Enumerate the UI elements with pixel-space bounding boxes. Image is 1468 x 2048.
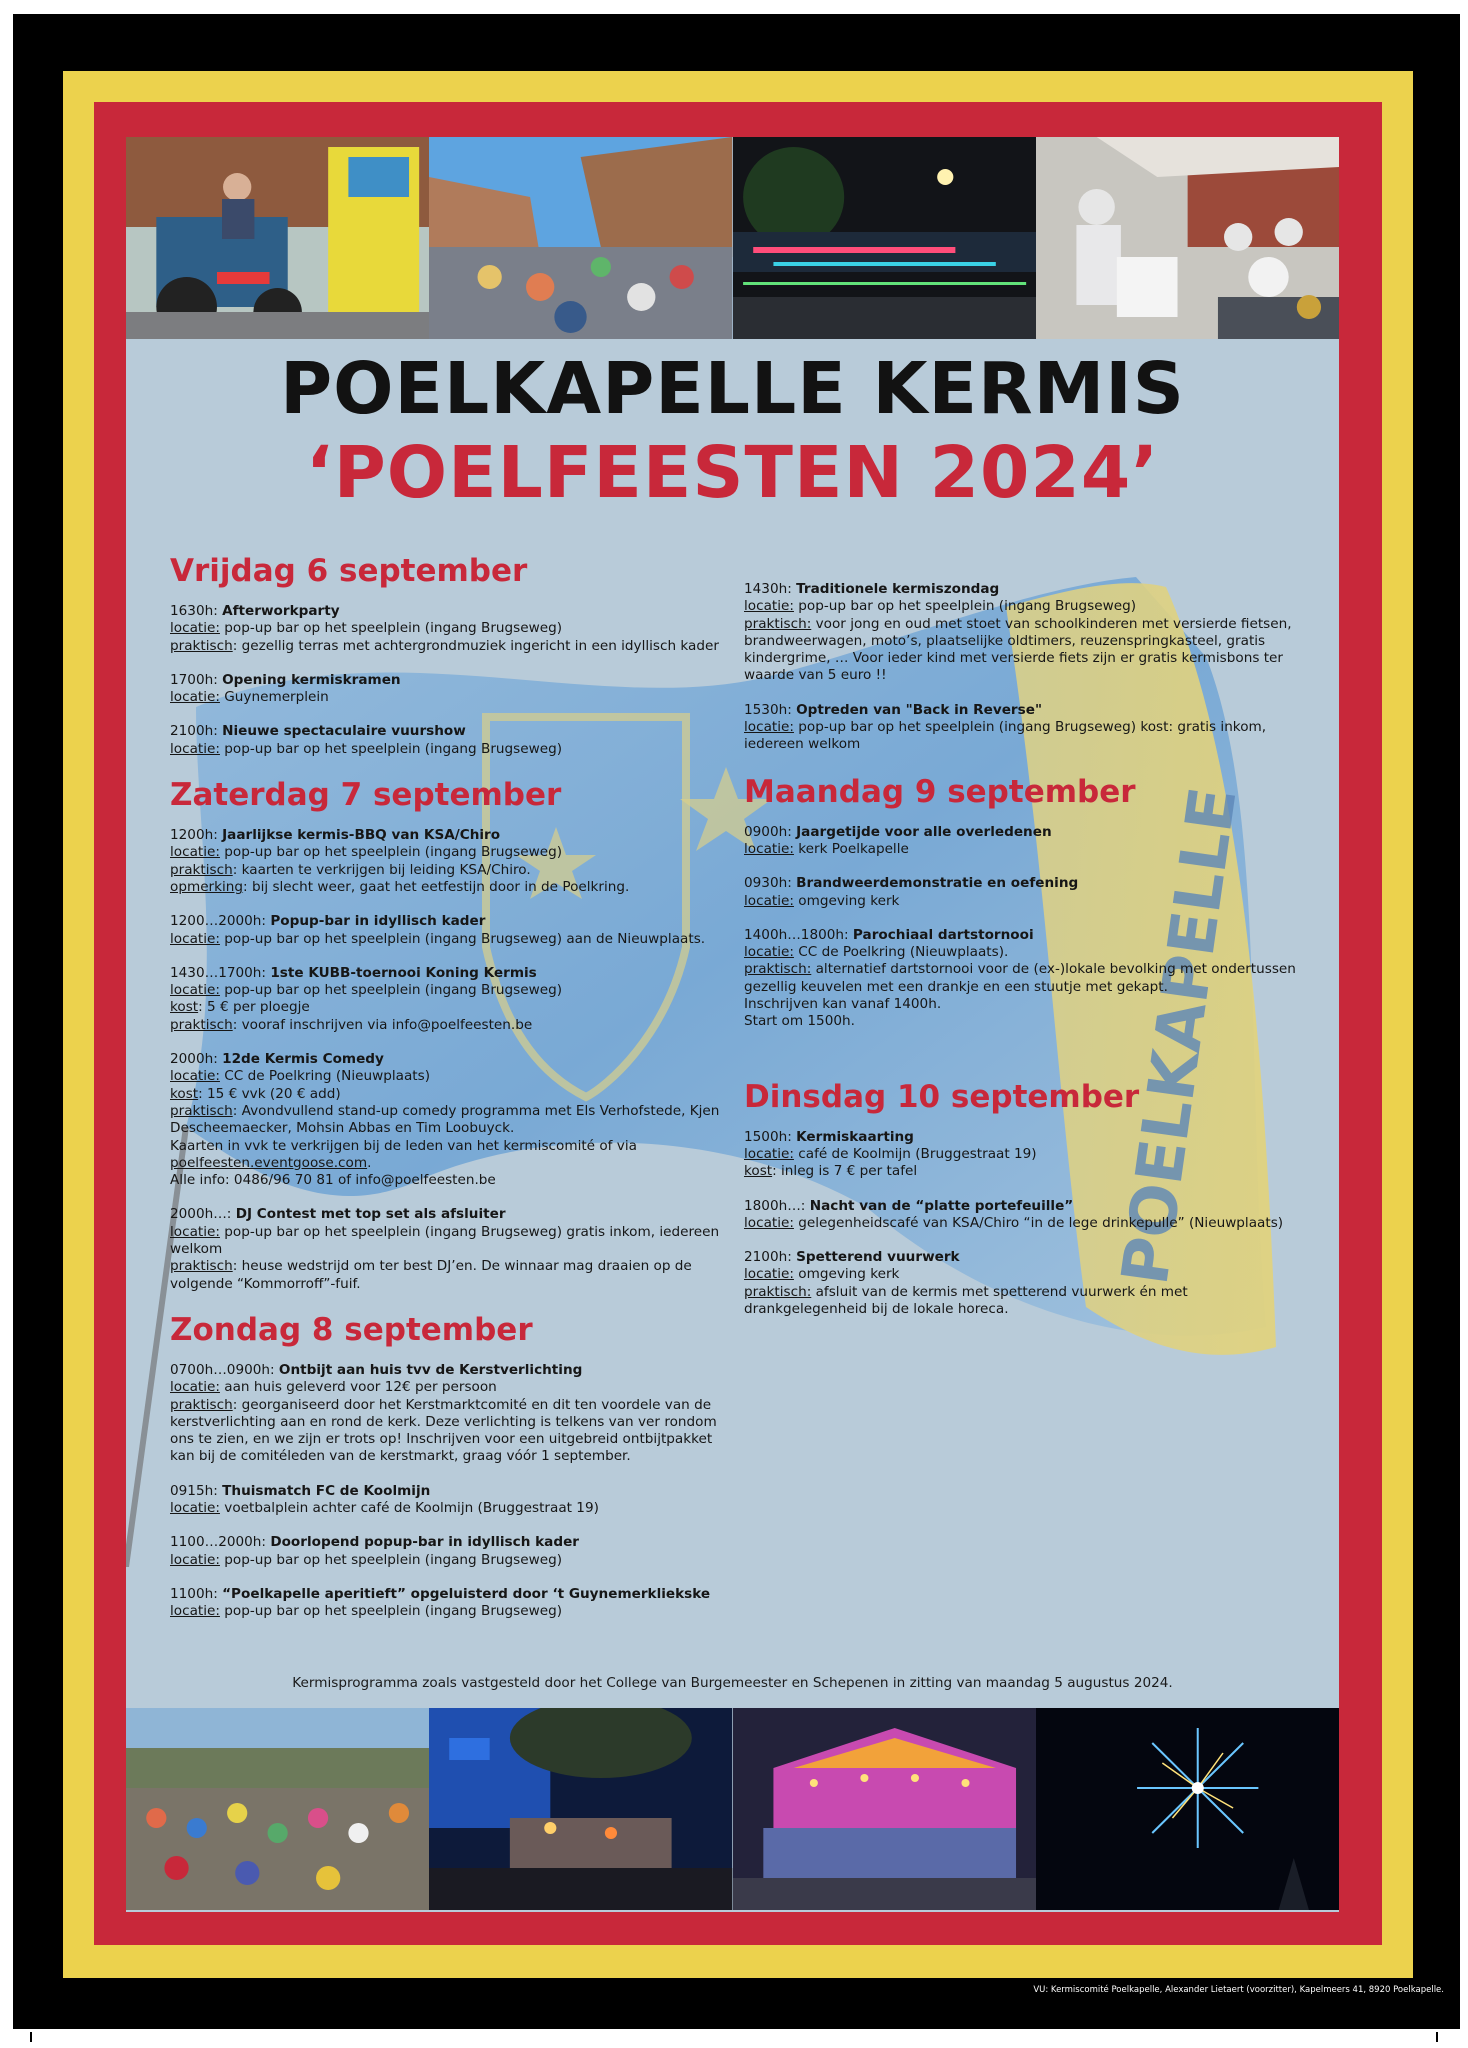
event-detail: [170, 1603, 730, 1620]
event-detail: [744, 598, 1304, 615]
detail-label: praktisch: [170, 1396, 233, 1413]
detail-text: CC de Poelkring (Nieuwplaats).: [793, 944, 1009, 961]
detail-label: praktisch: [170, 1102, 233, 1119]
detail-text: pop-up bar op het speelplein (ingang Brugseweg) gratis inkom, iedereen welkom: [170, 1223, 720, 1258]
event-detail: [170, 1017, 730, 1034]
poster-panel: [126, 137, 1339, 1912]
crop-mark-left: [30, 2032, 32, 2042]
detail-label: locatie:: [170, 982, 220, 999]
event-detail: [170, 1224, 730, 1259]
detail-label: locatie:: [744, 840, 794, 857]
program-event: [170, 723, 730, 758]
detail-text: Alle info: 0486/96 70 81 of info@poelfeesten.be: [170, 1172, 496, 1189]
event-heading: [170, 603, 730, 620]
event-detail: [170, 879, 730, 896]
detail-text: : vooraf inschrijven via info@poelfeesten.be: [232, 1016, 533, 1033]
event-time: 1700h:: [170, 671, 223, 688]
detail-label: locatie:: [744, 1266, 794, 1283]
photo-fireworks: [1036, 1708, 1339, 1910]
program-event: [170, 827, 730, 896]
day-section: [744, 1077, 1304, 1319]
event-heading: [170, 965, 730, 982]
detail-text: pop-up bar op het speelplein (ingang Brugseweg): [793, 598, 1137, 615]
event-heading: [744, 702, 1304, 719]
program-right-column: [744, 581, 1304, 1335]
event-detail: [744, 1284, 1304, 1319]
detail-text: gelegenheidscafé van KSA/Chiro “in de lege drinkepulle” (Nieuwplaats): [793, 1214, 1284, 1231]
crop-mark-right: [1436, 2032, 1438, 2042]
detail-text: café de Koolmijn (Bruggestraat 19): [793, 1145, 1037, 1162]
detail-text: : 15 € vvk (20 € add): [198, 1085, 341, 1102]
detail-text: : 5 € per ploegje: [198, 999, 310, 1016]
detail-label: locatie:: [170, 844, 220, 861]
event-time: 1400h…1800h:: [744, 926, 853, 943]
detail-label: praktisch:: [744, 961, 812, 978]
photo-comedy-stage: [429, 1708, 732, 1910]
detail-label: praktisch: [170, 637, 233, 654]
event-time: 1430…1700h:: [170, 964, 271, 981]
event-heading: [170, 1051, 730, 1068]
detail-text: : Avondvullend stand-up comedy programma met Els Verhofstede, Kjen Descheemaecker, Mohsin Abbas en Tim Loobuyck.: [170, 1102, 720, 1137]
detail-text: pop-up bar op het speelplein (ingang Brugseweg): [219, 740, 563, 757]
event-detail: [170, 999, 730, 1016]
photo-brass-band: [1036, 137, 1339, 339]
detail-label: locatie:: [170, 1499, 220, 1516]
day-heading: Vrijdag 6 september: [170, 553, 528, 589]
event-detail: [170, 1138, 730, 1155]
event-time: 0900h:: [744, 823, 797, 840]
detail-text: afsluit van de kermis met spetterend vuurwerk én met drankgelegenheid bij de lokale horeca.: [744, 1283, 1188, 1318]
event-heading: [744, 824, 1304, 841]
event-heading: [744, 1249, 1304, 1266]
day-heading: Maandag 9 september: [744, 773, 1136, 810]
detail-text: : bij slecht weer, gaat het eetfestijn door in de Poelkring.: [243, 878, 630, 895]
event-detail: [170, 620, 730, 637]
event-heading: [170, 672, 730, 689]
event-detail: [744, 1146, 1304, 1163]
event-detail: [744, 616, 1304, 685]
event-detail: [744, 996, 1304, 1013]
event-time: 1800h…:: [744, 1197, 810, 1214]
detail-label: locatie:: [744, 1145, 794, 1162]
event-detail: [170, 638, 730, 655]
event-time: 1430h:: [744, 581, 797, 597]
detail-text: Inschrijven kan vanaf 1400h.: [744, 996, 942, 1013]
event-heading: [170, 1586, 730, 1603]
event-title: Spetterend vuurwerk: [796, 1249, 960, 1266]
program-event: [170, 603, 730, 655]
detail-label: locatie:: [170, 1379, 220, 1396]
detail-label: locatie:: [744, 719, 794, 736]
detail-text: pop-up bar op het speelplein (ingang Brugseweg): [219, 620, 563, 637]
detail-label: praktisch: [170, 1258, 233, 1275]
event-detail: [170, 1552, 730, 1569]
detail-label: locatie:: [170, 620, 220, 637]
detail-label: kost: [170, 1085, 199, 1102]
event-detail: [170, 1155, 730, 1172]
day-section: [170, 1310, 730, 1621]
detail-label: praktisch:: [744, 615, 812, 632]
program-event: [744, 1249, 1304, 1318]
program-event: [744, 1198, 1304, 1233]
event-title: Ontbijt aan huis tvv de Kerstverlichting: [278, 1361, 583, 1378]
event-time: 2000h:: [170, 1051, 223, 1068]
flag-text: POELKAPELLE: [1108, 782, 1252, 1290]
event-detail: [744, 1163, 1304, 1180]
detail-text: aan huis geleverd voor 12€ per persoon: [219, 1379, 497, 1396]
event-heading: [744, 927, 1304, 944]
photo-crowd-square: [126, 1708, 429, 1910]
detail-text: Start om 1500h.: [744, 1013, 855, 1030]
detail-text: : georganiseerd door het Kerstmarktcomité en dit ten voordele van de kerstverlichting aan en rond de kerk. Deze verlichting is telkens van ver rondom ons te zien, en we zijn er trots op! Inschrijven voor een uitgebreid ontbijtpakket kan bij de comitéleden van de kerstmarkt, graag vóór 1 september.: [170, 1396, 717, 1465]
event-detail: [170, 1086, 730, 1103]
event-title: Nacht van de “platte portefeuille”: [809, 1197, 1074, 1214]
program-event: [170, 1206, 730, 1292]
event-title: Optreden van "Back in Reverse": [796, 701, 1043, 718]
day-heading: Zondag 8 september: [170, 1311, 533, 1348]
detail-label: opmerking: [170, 878, 244, 895]
day-section: [744, 772, 1304, 1031]
program-event: [744, 581, 1304, 685]
detail-text: omgeving kerk: [793, 1266, 900, 1283]
detail-text: alternatief dartstornooi voor de (ex-)lokale bevolking met ondertussen gezellig keuvelen met een drankje en een stuutje met gekapt.: [744, 961, 1296, 995]
event-heading: [744, 875, 1304, 892]
event-time: 1100…2000h:: [170, 1534, 271, 1551]
detail-text: Guynemerplein: [219, 689, 329, 706]
detail-text: pop-up bar op het speelplein (ingang Brugseweg) kost: gratis inkom, iedereen welkom: [744, 719, 1267, 753]
detail-label: locatie:: [170, 1551, 220, 1568]
event-time: 0915h:: [170, 1482, 223, 1499]
detail-label: locatie:: [170, 1603, 220, 1620]
detail-label: locatie:: [170, 930, 220, 947]
detail-text: pop-up bar op het speelplein (ingang Brugseweg): [219, 1603, 563, 1620]
event-heading: [170, 1206, 730, 1223]
detail-label: locatie:: [744, 1214, 794, 1231]
day-section: [170, 551, 730, 758]
photo-bicycle-parade: [429, 137, 732, 339]
top-photo-strip: [126, 137, 1339, 339]
event-detail: [744, 719, 1304, 754]
event-title: Brandweerdemonstratie en oefening: [796, 875, 1079, 892]
event-time: 0700h…0900h:: [170, 1361, 279, 1378]
event-title: Jaargetijde voor alle overledenen: [796, 823, 1052, 840]
publisher-notice: VU: Kermiscomité Poelkapelle, Alexander Lietaert (voorzitter), Kapelmeers 41, 8920 Poelkapelle.: [1033, 1985, 1444, 1995]
event-detail: [744, 841, 1304, 858]
event-detail: [744, 961, 1304, 996]
event-heading: [170, 1362, 730, 1379]
event-detail: [170, 862, 730, 879]
event-title: Parochiaal dartstornooi: [852, 926, 1034, 943]
program-event: [170, 965, 730, 1034]
photo-tractor-parade: [126, 137, 429, 339]
event-title: DJ Contest met top set als afsluiter: [235, 1206, 506, 1223]
event-detail: [170, 741, 730, 758]
detail-label: locatie:: [744, 892, 794, 909]
event-time: 1100h:: [170, 1585, 223, 1602]
event-detail: [170, 1397, 730, 1466]
detail-text: CC de Poelkring (Nieuwplaats): [219, 1068, 430, 1085]
detail-text: .: [367, 1154, 372, 1171]
event-detail: [170, 1379, 730, 1396]
event-detail: [170, 1103, 730, 1138]
event-detail: [170, 1500, 730, 1517]
event-time: 1500h:: [744, 1128, 797, 1145]
program-event: [170, 1586, 730, 1621]
detail-text: pop-up bar op het speelplein (ingang Brugseweg): [219, 1551, 563, 1568]
event-time: 1200h:: [170, 827, 223, 844]
event-time: 2100h:: [744, 1249, 797, 1266]
detail-label: locatie:: [170, 1068, 220, 1085]
detail-text: pop-up bar op het speelplein (ingang Brugseweg) aan de Nieuwplaats.: [219, 930, 706, 947]
event-title: “Poelkapelle aperitieft” opgeluisterd door ‘t Guynemerkliekske: [222, 1585, 711, 1602]
detail-text: voetbalplein achter café de Koolmijn (Bruggestraat 19): [219, 1499, 599, 1516]
bottom-photo-strip: [126, 1708, 1339, 1910]
event-time: 1530h:: [744, 701, 797, 718]
event-detail: [170, 931, 730, 948]
event-time: 1200…2000h:: [170, 913, 271, 930]
detail-label: locatie:: [744, 598, 794, 615]
day-heading: Dinsdag 10 september: [744, 1078, 1140, 1115]
event-detail: [170, 689, 730, 706]
event-detail: [744, 1266, 1304, 1283]
day-section: [744, 581, 1304, 754]
event-title: Nieuwe spectaculaire vuurshow: [222, 723, 466, 740]
program-event: [170, 1051, 730, 1189]
event-title: Thuismatch FC de Koolmijn: [222, 1482, 431, 1499]
detail-text: : gezellig terras met achtergrondmuziek ingericht in een idyllisch kader: [232, 637, 719, 654]
detail-label: locatie:: [170, 1223, 220, 1240]
event-title: Opening kermiskramen: [222, 671, 401, 688]
detail-text: : inleg is 7 € per tafel: [772, 1163, 918, 1180]
event-time: 2000h…:: [170, 1206, 236, 1223]
event-detail: [170, 1172, 730, 1189]
event-title: Afterworkparty: [222, 603, 340, 619]
event-detail: [170, 1258, 730, 1293]
event-time: 0930h:: [744, 875, 797, 892]
event-heading: [170, 1534, 730, 1551]
event-title: 12de Kermis Comedy: [222, 1051, 384, 1068]
event-detail: [744, 1215, 1304, 1232]
poster-title: POELKAPELLE KERMIS: [280, 347, 1185, 430]
event-detail: [744, 944, 1304, 961]
program-event: [744, 927, 1304, 1031]
event-heading: [744, 1129, 1304, 1146]
event-time: 1630h:: [170, 603, 223, 619]
program-event: [170, 913, 730, 948]
event-heading: [170, 913, 730, 930]
detail-text: voor jong en oud met stoet van schoolkinderen met versierde fietsen, brandweerwagen, moto’s, plaatselijke oldtimers, reuzenspringkasteel, gratis kindergrime, … Voor ieder kind met versierde fiets zijn er gratis kermisbons ter waarde van 5 euro !!: [744, 615, 1292, 684]
program-event: [170, 1362, 730, 1466]
poster-subtitle: ‘POELFEESTEN 2024’: [305, 431, 1160, 514]
detail-label: praktisch:: [744, 1283, 812, 1300]
program-event: [744, 824, 1304, 859]
event-title: Jaarlijkse kermis-BBQ van KSA/Chiro: [222, 827, 501, 844]
detail-text: : heuse wedstrijd om ter best DJ’en. De winnaar mag draaien op de volgende “Kommorroff”-fuif.: [170, 1258, 692, 1292]
event-heading: [744, 581, 1304, 598]
event-title: Kermiskaarting: [796, 1128, 914, 1145]
detail-text: : kaarten te verkrijgen bij leiding KSA/Chiro.: [232, 861, 531, 878]
detail-label: praktisch: [170, 1016, 233, 1033]
detail-text: Kaarten in vvk te verkrijgen bij de leden van het kermiscomité of via: [170, 1137, 637, 1154]
event-detail: [744, 1013, 1304, 1030]
event-title: Popup-bar in idyllisch kader: [270, 913, 486, 930]
detail-text: pop-up bar op het speelplein (ingang Brugseweg): [219, 844, 563, 861]
detail-label: kost: [744, 1163, 773, 1180]
event-title: Traditionele kermiszondag: [796, 581, 1000, 597]
program-left-column: [170, 551, 730, 1637]
detail-label: locatie:: [744, 944, 794, 961]
event-heading: [170, 827, 730, 844]
detail-label: kost: [170, 999, 199, 1016]
program-event: [170, 1483, 730, 1518]
event-time: 2100h:: [170, 723, 223, 740]
event-detail: [170, 1068, 730, 1085]
detail-text: omgeving kerk: [793, 892, 900, 909]
program-event: [170, 672, 730, 707]
event-heading: [170, 723, 730, 740]
photo-festival-tent: [733, 1708, 1036, 1910]
detail-label: locatie:: [170, 689, 220, 706]
program-event: [744, 1129, 1304, 1181]
detail-label: poelfeesten.eventgoose.com: [170, 1154, 368, 1171]
detail-text: pop-up bar op het speelplein (ingang Brugseweg): [219, 982, 563, 999]
detail-text: kerk Poelkapelle: [793, 840, 909, 857]
day-section: [170, 775, 730, 1293]
event-detail: [744, 893, 1304, 910]
photo-night-street-lights: [733, 137, 1036, 339]
event-heading: [170, 1483, 730, 1500]
event-detail: [170, 844, 730, 861]
program-event: [170, 1534, 730, 1569]
program-event: [744, 702, 1304, 754]
program-event: [744, 875, 1304, 910]
day-heading: Zaterdag 7 september: [170, 777, 562, 814]
event-title: 1ste KUBB-toernooi Koning Kermis: [270, 964, 537, 981]
detail-label: locatie:: [170, 740, 220, 757]
event-heading: [744, 1198, 1304, 1215]
event-title: Doorlopend popup-bar in idyllisch kader: [270, 1534, 579, 1551]
program-footnote: Kermisprogramma zoals vastgesteld door het College van Burgemeester en Schepenen in zitting van maandag 5 augustus 2024.: [292, 1675, 1173, 1691]
event-detail: [170, 982, 730, 999]
detail-label: praktisch: [170, 861, 233, 878]
